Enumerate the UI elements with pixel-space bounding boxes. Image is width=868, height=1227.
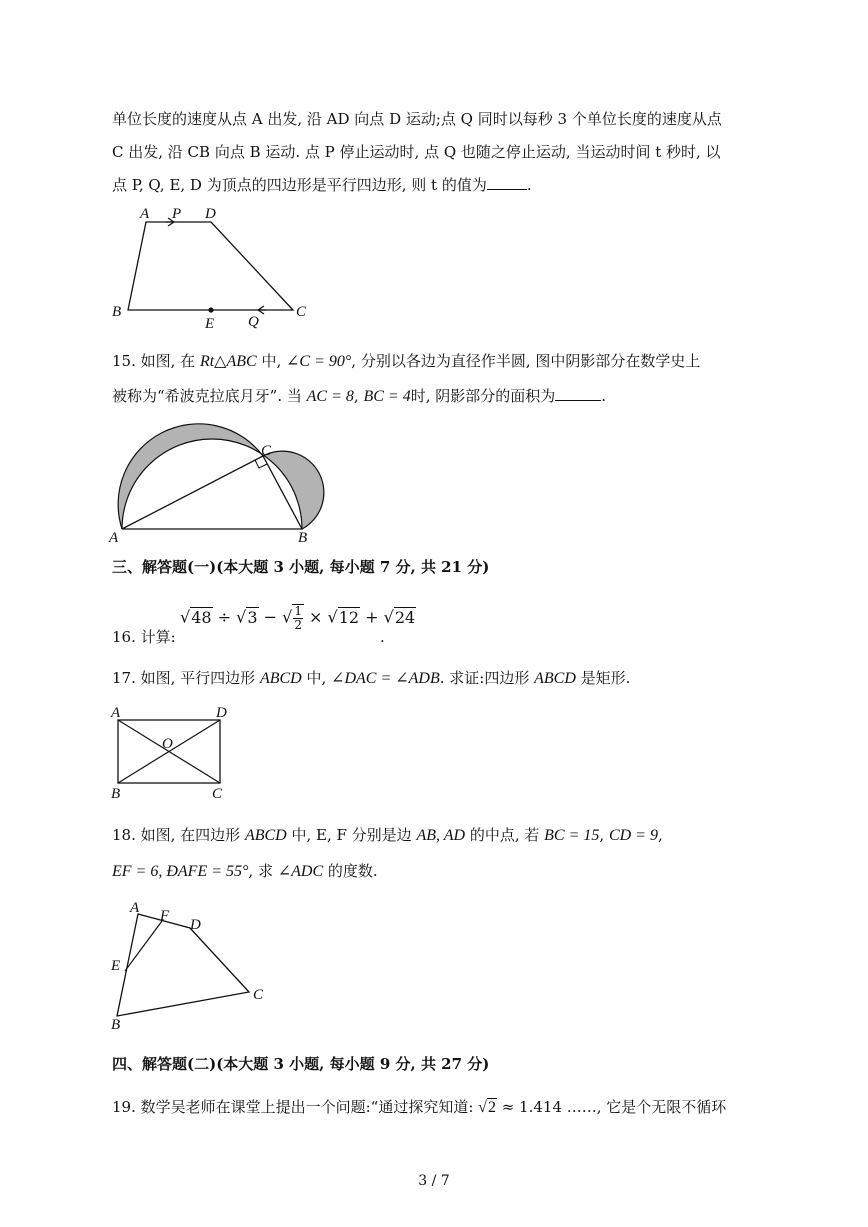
point-e-dot bbox=[208, 307, 213, 312]
label-e: E bbox=[205, 316, 215, 332]
q19-approx: ≈ 1.414 bbox=[496, 1098, 562, 1116]
q16-frac-den: 2 bbox=[294, 618, 302, 632]
q14-text-line-3-content: 点 P, Q, E, D 为顶点的四边形是平行四边形, 则 t 的值为 bbox=[112, 176, 487, 194]
label-c: C bbox=[296, 304, 307, 320]
q15-ac-expr: AC = 8 bbox=[306, 388, 354, 405]
q15-answer-blank bbox=[555, 385, 601, 401]
q14-trapezoid-figure bbox=[108, 200, 318, 335]
label-d: D bbox=[190, 917, 201, 933]
q18-quadrilateral-figure bbox=[105, 898, 275, 1033]
q15-period: . bbox=[601, 387, 607, 405]
q17-text-a: 如图, 平行四边形 bbox=[140, 669, 260, 687]
section-3-heading: 三、解答题(一)(本大题 3 小题, 每小题 7 分, 共 21 分) bbox=[112, 558, 490, 576]
right-triangle bbox=[122, 456, 302, 529]
q15-text-e: 时, 阴影部分的面积为 bbox=[410, 387, 556, 405]
q17-abcd-expr-2: ABCD bbox=[534, 670, 576, 687]
q15-text-c: , 分别以各边为直径作半圆, 图中阴影部分在数学史上 bbox=[351, 352, 701, 370]
label-c: C bbox=[212, 786, 223, 801]
q17-number: 17. bbox=[112, 669, 141, 687]
q16-frac-num: 1 bbox=[294, 604, 302, 618]
q18-bc-expr: BC = 15 bbox=[544, 827, 600, 844]
q16-period: . bbox=[380, 628, 385, 646]
label-a: A bbox=[140, 206, 150, 222]
label-c: C bbox=[253, 987, 264, 1003]
q18-ef-expr: EF = 6, bbox=[112, 863, 167, 880]
q18-number: 18. bbox=[112, 826, 141, 844]
q18-text-a: 如图, 在四边形 bbox=[140, 826, 245, 844]
q18-text-line-2 bbox=[112, 860, 378, 883]
q18-text-c: 的中点, 若 bbox=[465, 826, 545, 844]
label-b: B bbox=[111, 1017, 121, 1033]
q15-text-line-1 bbox=[112, 350, 700, 373]
q14-text-line-2: C 出发, 沿 CB 向点 B 运动. 点 P 停止运动时, 点 Q 也随之停止运动, 当运动时间 t 秒时, 以 bbox=[112, 143, 721, 161]
q15-text-d: 被称为“希波克拉底月牙”. 当 bbox=[112, 387, 307, 405]
q14-period: . bbox=[526, 176, 532, 194]
q19-text-line bbox=[112, 1096, 726, 1119]
q17-text-line bbox=[112, 667, 630, 690]
trapezoid-outline bbox=[128, 222, 293, 310]
q16-label: 16. 计算: bbox=[112, 628, 176, 646]
q17-abcd-expr: ABCD bbox=[259, 670, 302, 687]
q19-radicand: 2 bbox=[487, 1099, 496, 1116]
label-p: P bbox=[172, 206, 182, 222]
q19-text-a: 数学吴老师在课堂上提出一个问题:“通过探究知道: bbox=[140, 1098, 479, 1116]
q18-text-d: , 求 bbox=[248, 862, 278, 880]
q16-expression: √48 ÷ √3 − √ $\frac{1}{2}$ × √12 + √24 bbox=[180, 604, 416, 632]
q16-radicand-24: 24 bbox=[394, 607, 416, 627]
q17-text-d: 是矩形. bbox=[575, 669, 631, 687]
arrow-q-icon bbox=[258, 306, 266, 314]
q19-number: 19. bbox=[112, 1098, 141, 1116]
q18-sides-expr: AB, AD bbox=[416, 827, 466, 844]
q18-text-line-1 bbox=[112, 824, 663, 847]
q15-comma: , bbox=[353, 387, 364, 405]
label-d: D bbox=[216, 705, 227, 721]
q16-radicand-12: 12 bbox=[338, 607, 360, 627]
label-a: A bbox=[130, 900, 140, 916]
q19-text-b: ……, 它是个无限不循环 bbox=[562, 1098, 727, 1116]
q17-rectangle-figure bbox=[108, 703, 238, 801]
label-a: A bbox=[111, 705, 121, 721]
q18-cd-expr: CD = 9 bbox=[608, 827, 658, 844]
q16-radicand-48: 48 bbox=[191, 607, 212, 627]
q17-text-c: . 求证:四边形 bbox=[439, 669, 535, 687]
label-b: B bbox=[111, 786, 121, 801]
label-b: B bbox=[112, 304, 122, 320]
q15-text-b: 中, bbox=[256, 352, 286, 370]
shaded-lune-ac bbox=[118, 424, 263, 529]
q14-answer-blank bbox=[487, 174, 527, 190]
q18-text-b: 中, E, F 分别是边 bbox=[286, 826, 417, 844]
label-q: Q bbox=[248, 314, 259, 330]
label-a: A bbox=[109, 530, 119, 546]
label-c: C bbox=[261, 443, 272, 459]
label-f: F bbox=[160, 908, 170, 924]
page-number: 3 / 7 bbox=[418, 1173, 450, 1189]
q18-afe-expr: ÐAFE = 55° bbox=[166, 863, 249, 880]
q16-fraction bbox=[292, 604, 304, 632]
label-o: O bbox=[162, 736, 173, 752]
segment-ef bbox=[125, 921, 162, 971]
q17-text-b: 中, bbox=[301, 669, 332, 687]
q17-angle-expr: ∠DAC = ∠ADB bbox=[331, 670, 440, 687]
q18-adc-expr: ∠ADC bbox=[277, 863, 324, 880]
q15-lune-figure bbox=[105, 412, 335, 547]
q14-text-line-3 bbox=[112, 174, 532, 196]
q15-bc-expr: BC = 4 bbox=[363, 388, 411, 405]
q14-text-line-1: 单位长度的速度从点 A 出发, 沿 AD 向点 D 运动;点 Q 同时以每秒 3 个单位长度的速度从点 bbox=[112, 110, 722, 128]
q16-radicand-3: 3 bbox=[247, 607, 258, 627]
quadrilateral-abcd bbox=[117, 914, 249, 1016]
q15-triangle-expr: Rt△ABC bbox=[199, 353, 257, 370]
label-d: D bbox=[205, 206, 216, 222]
q15-text-a: 如图, 在 bbox=[140, 352, 200, 370]
q15-text-line-2 bbox=[112, 385, 606, 408]
q15-number: 15. bbox=[112, 352, 141, 370]
q18-text-e: 的度数. bbox=[323, 862, 378, 880]
section-4-heading: 四、解答题(二)(本大题 3 小题, 每小题 9 分, 共 27 分) bbox=[112, 1055, 490, 1073]
q15-angle-expr: ∠C = 90° bbox=[286, 353, 352, 370]
q19-sqrt-expr: √2 bbox=[478, 1099, 496, 1116]
q18-comma: , bbox=[657, 826, 663, 844]
label-b: B bbox=[298, 530, 308, 546]
label-e: E bbox=[111, 958, 121, 974]
q18-sep: , bbox=[599, 826, 609, 844]
q18-abcd-expr: ABCD bbox=[244, 827, 287, 844]
